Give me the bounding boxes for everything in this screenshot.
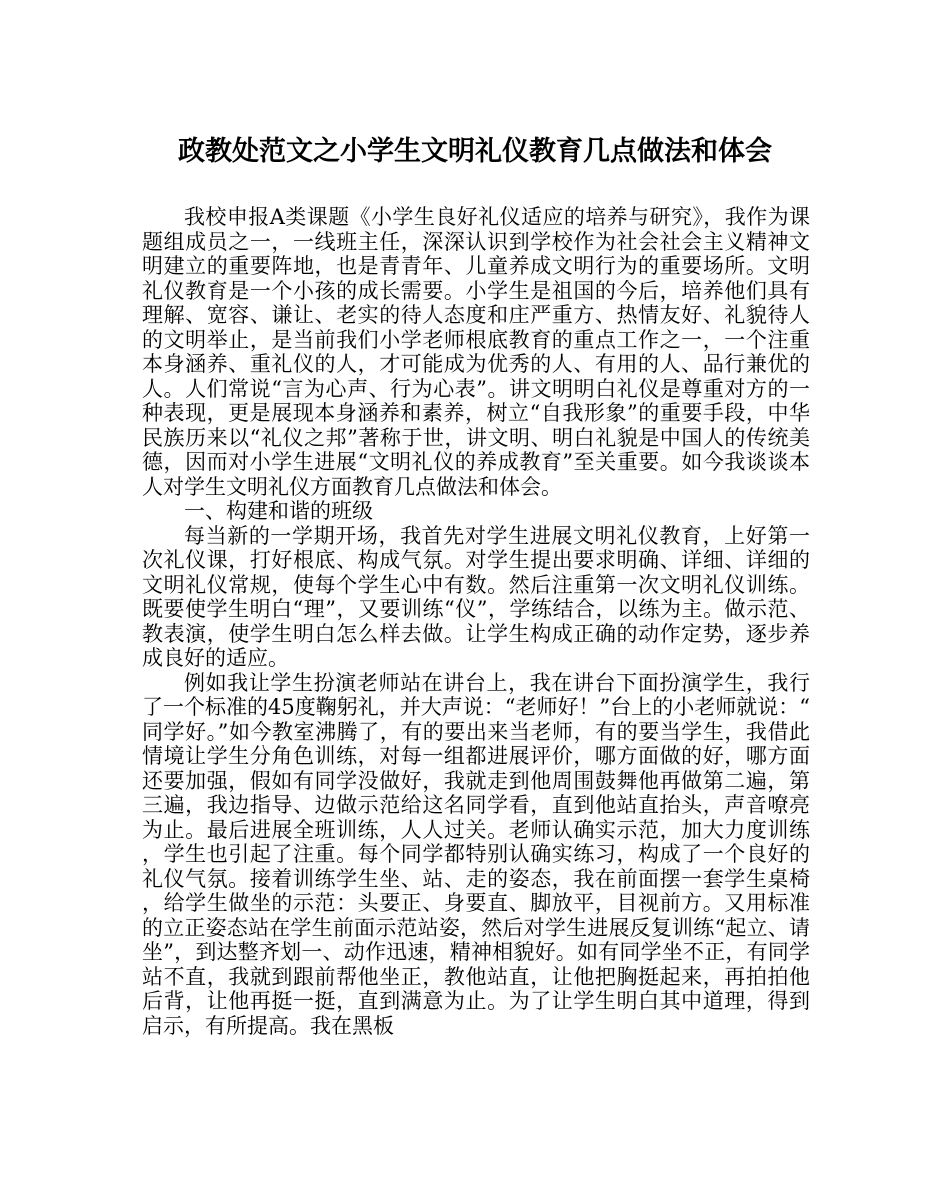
section-heading-1: 一、构建和谐的班级	[184, 499, 373, 523]
paragraph-intro: 我校申报A类课题《小学生良好礼仪适应的培养与研究》，我作为课题组成员之一，一线班主任，深深认识到学校作为社会社会主义精神文明建立的重要阵地，也是青青年、儿童养成文明行为的重要场所。文明礼仪教育是一个小孩的成长需要。小学生是祖国的今后，培养他们具有理解、宽容、谦让、老实的待人态度和庄严重方、热情友好、礼貌待人的文明举止，是当前我们小学老师根底教育的重点工作之一，一个注重本身涵养、重礼仪的人，才可能成为优秀的人、有用的人、品行兼优的人。人们常说“言为心声、行为心表”。讲文明明白礼仪是尊重对方的一种表现，更是展现本身涵养和素养，树立“自我形象”的重要手段，中华民族历来以“礼仪之邦”著称于世，讲文明、明白礼貌是中国人的传统美德，因而对小学生进展“文明礼仪的养成教育”至关重要。如今我谈谈本人对学生文明礼仪方面教育几点做法和体会。	[142, 205, 810, 499]
paragraph-first-lesson: 每当新的一学期开场，我首先对学生进展文明礼仪教育，上好第一次礼仪课，打好根底、构成气氛。对学生提出要求明确、详细、详细的文明礼仪常规，使每个学生心中有数。然后注重第一次文明礼仪训练。既要使学生明白“理”，又要训练“仪”，学练结合，以练为主。做示范、教表演，使学生明白怎么样去做。让学生构成正确的动作定势，逐步养成良好的适应。	[142, 523, 810, 670]
document-title: 政教处范文之小学生文明礼仪教育几点做法和体会	[178, 136, 772, 167]
paragraph-example: 例如我让学生扮演老师站在讲台上，我在讲台下面扮演学生，我行了一个标准的45度鞠躬礼，并大声说：“老师好！”台上的小老师就说：“同学好。”如今教室沸腾了，有的要出来当老师，有的要当学生，我借此情境让学生分角色训练，对每一组都进展评价，哪方面做的好，哪方面还要加强，假如有同学没做好，我就走到他周围鼓舞他再做第二遍，第三遍，我边指导、边做示范给这名同学看，直到他站直抬头，声音嘹亮为止。最后进展全班训练，人人过关。老师认确实示范，加大力度训练，学生也引起了注重。每个同学都特别认确实练习，构成了一个良好的礼仪气氛。接着训练学生坐、站、走的姿态，我在前面摆一套学生桌椅，给学生做坐的示范：头要正、身要直、脚放平，目视前方。又用标准的立正姿态站在学生前面示范站姿，然后对学生进展反复训练“起立、请坐”，到达整齐划一、动作迅速，精神相貌好。如有同学坐不正，有同学站不直，我就到跟前帮他坐正，教他站直，让他把胸挺起来，再拍拍他后背，让他再挺一挺，直到满意为止。为了让学生明白其中道理，得到启示，有所提高。我在黑板	[142, 670, 810, 1038]
document-body	[142, 205, 810, 1038]
